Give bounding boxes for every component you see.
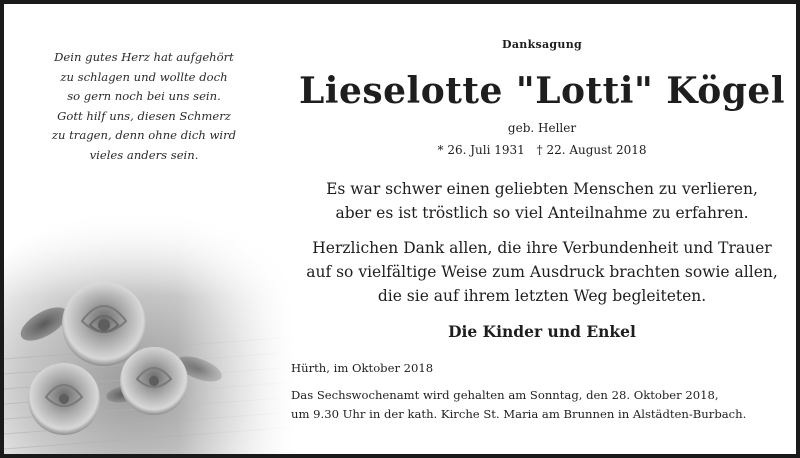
message-line: Es war schwer einen geliebten Menschen zu verlieren,: [326, 180, 758, 198]
poem-line: zu tragen, denn ohne dich wird: [51, 128, 237, 143]
signature: Die Kinder und Enkel: [448, 322, 636, 341]
maiden-name: geb. Heller: [507, 121, 577, 135]
mass-info-line: um 9.30 Uhr in der kath. Kirche St. Maria am Brunnen in Alstädten-Burbach.: [291, 407, 747, 421]
message-line: auf so vielfältige Weise zum Ausdruck brachten sowie allen,: [306, 263, 778, 281]
poem-line: zu schlagen und wollte doch: [60, 69, 228, 84]
poem-line: Gott hilf uns, diesen Schmerz: [57, 108, 231, 123]
birth-date: * 26. Juli 1931: [437, 143, 525, 157]
heading: Danksagung: [502, 38, 582, 51]
deceased-name: Lieselotte "Lotti" Kögel: [298, 70, 785, 112]
mass-info-line: Das Sechswochenamt wird gehalten am Sonntag, den 28. Oktober 2018,: [291, 388, 719, 402]
mass-info: [291, 386, 746, 424]
life-dates: [286, 143, 798, 157]
poem-line: vieles anders sein.: [89, 147, 199, 162]
message-line: die sie auf ihrem letzten Weg begleiteten.: [377, 287, 707, 305]
death-date: † 22. August 2018: [536, 143, 647, 157]
poem-line: Dein gutes Herz hat aufgehört: [54, 50, 234, 64]
poem-line: so gern noch bei uns sein.: [67, 89, 221, 104]
place-date: Hürth, im Oktober 2018: [291, 361, 434, 375]
message-paragraph-2: [286, 236, 798, 308]
message-line: aber es ist tröstlich so viel Anteilnahme zu erfahren.: [335, 204, 749, 222]
roses-image: [4, 209, 294, 458]
poem: [26, 48, 262, 166]
message-paragraph-1: [286, 177, 798, 225]
message-line: Herzlichen Dank allen, die ihre Verbundenheit und Trauer: [312, 239, 772, 257]
